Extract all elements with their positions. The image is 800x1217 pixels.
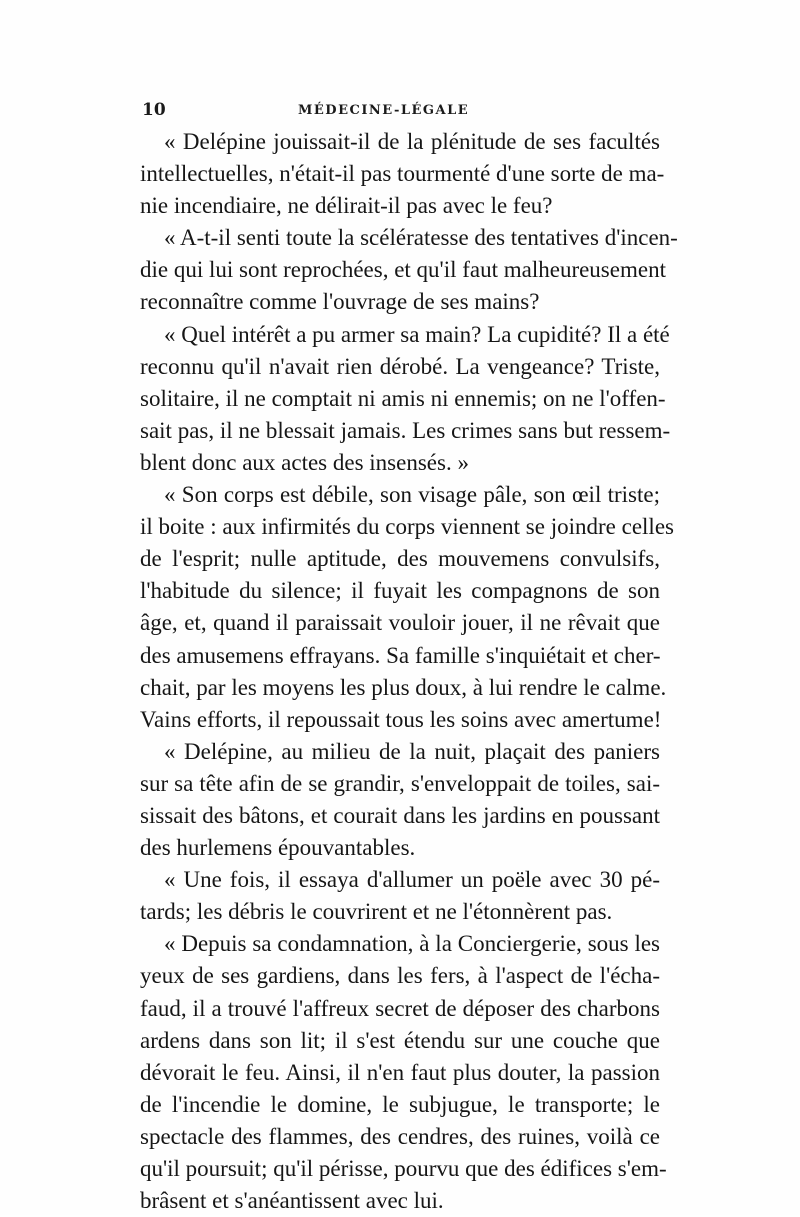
- running-title: MÉDECINE-LÉGALE: [298, 103, 470, 118]
- text-line: reconnaître comme l'ouvrage de ses mains?: [140, 289, 540, 315]
- text-line: dévorait le feu. Ainsi, il n'en faut plus douter, la passion: [140, 1059, 660, 1085]
- text-line: nie incendiaire, ne délirait-il pas avec le feu?: [140, 193, 553, 219]
- page-header: [142, 100, 662, 126]
- text-line: « A-t-il senti toute la scélératesse des tentatives d'incen-: [164, 225, 678, 251]
- text-line: spectacle des flammes, des cendres, des ruines, voilà ce: [140, 1123, 660, 1149]
- text-line: « Une fois, il essaya d'allumer un poële avec 30 pé-: [164, 867, 660, 893]
- text-line: sur sa tête afin de se grandir, s'enveloppait de toiles, sai-: [140, 770, 660, 796]
- text-line: faud, il a trouvé l'affreux secret de déposer des charbons: [140, 995, 660, 1021]
- text-line: qu'il poursuit; qu'il périsse, pourvu que des édifices s'em-: [140, 1156, 667, 1181]
- text-line: die qui lui sont reprochées, et qu'il faut malheureusement: [140, 257, 666, 283]
- page-number: 10: [142, 100, 166, 120]
- text-line: de l'esprit; nulle aptitude, des mouvemens convulsifs,: [140, 546, 660, 572]
- text-line: solitaire, il ne comptait ni amis ni ennemis; on ne l'offen-: [140, 385, 666, 411]
- text-line: « Delépine jouissait-il de la plénitude de ses facultés: [164, 129, 660, 154]
- text-line: brâsent et s'anéantissent avec lui.: [140, 1188, 444, 1214]
- text-line: blent donc aux actes des insensés. »: [140, 449, 469, 475]
- text-line: il boite : aux infirmités du corps viennent se joindre celles: [140, 514, 674, 540]
- text-line: chait, par les moyens les plus doux, à lui rendre le calme.: [140, 674, 667, 700]
- text-line: Vains efforts, il repoussait tous les soins avec amertume!: [140, 706, 662, 732]
- text-line: sait pas, il ne blessait jamais. Les crimes sans but ressem-: [140, 417, 671, 443]
- text-line: des amusemens effrayans. Sa famille s'inquiétait et cher-: [140, 642, 661, 668]
- text-line: intellectuelles, n'était-il pas tourmenté d'une sorte de ma-: [140, 161, 665, 187]
- text-line: « Son corps est débile, son visage pâle, son œil triste;: [164, 482, 660, 508]
- text-line: des hurlemens épouvantables.: [140, 835, 416, 861]
- text-line: reconnu qu'il n'avait rien dérobé. La vengeance? Triste,: [140, 353, 660, 379]
- text-line: l'habitude du silence; il fuyait les compagnons de son: [140, 578, 660, 604]
- text-line: âge, et, quand il paraissait vouloir jouer, il ne rêvait que: [140, 610, 660, 636]
- body-text: [140, 126, 678, 1217]
- text-line: ardens dans son lit; il s'est étendu sur une couche que: [140, 1027, 660, 1053]
- text-line: sissait des bâtons, et courait dans les jardins en poussant: [140, 802, 660, 828]
- text-line: « Depuis sa condamnation, à la Conciergerie, sous les: [164, 931, 660, 957]
- text-line: de l'incendie le domine, le subjugue, le transporte; le: [140, 1091, 660, 1117]
- text-line: yeux de ses gardiens, dans les fers, à l'aspect de l'écha-: [140, 963, 660, 989]
- text-line: tards; les débris le couvrirent et ne l'étonnèrent pas.: [140, 899, 613, 925]
- text-line: « Quel intérêt a pu armer sa main? La cupidité? Il a été: [164, 321, 670, 347]
- text-line: « Delépine, au milieu de la nuit, plaçait des paniers: [164, 738, 660, 764]
